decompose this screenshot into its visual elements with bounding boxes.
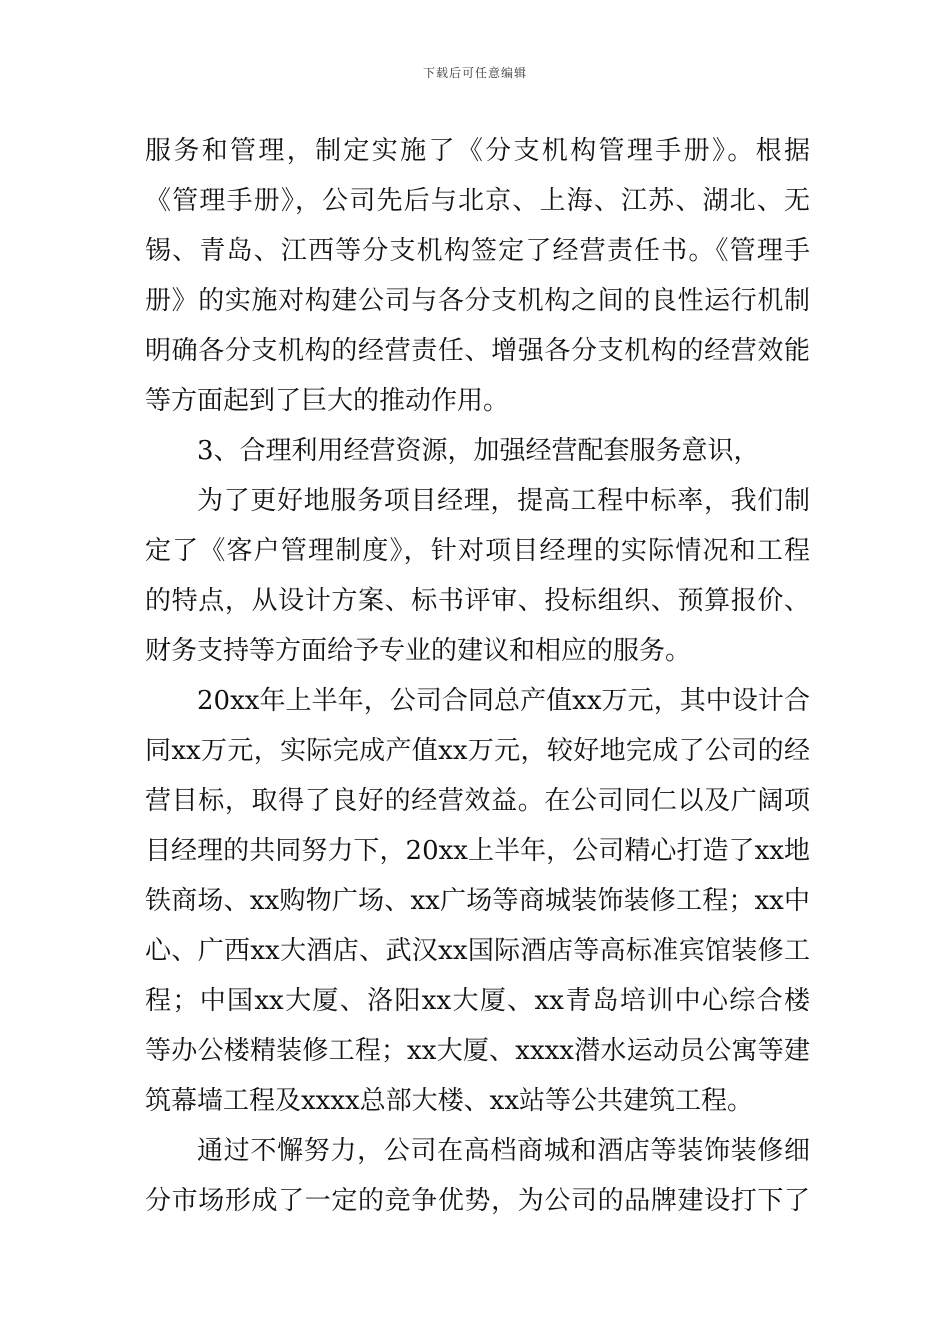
text-line: 分市场形成了一定的竞争优势，为公司的品牌建设打下了: [145, 1186, 810, 1216]
text-line: 营目标，取得了良好的经营效益。在公司同仁以及广阔项: [145, 786, 810, 816]
document-body: [145, 126, 810, 1226]
text-line: 目经理的共同努力下，20xx上半年，公司精心打造了xx地: [145, 836, 810, 866]
text-line: 服务和管理，制定实施了《分支机构管理手册》。根据: [145, 136, 810, 166]
paragraph-5: [145, 1126, 810, 1226]
paragraph-4: [145, 676, 810, 1126]
text-line: 通过不懈努力，公司在高档商城和酒店等装饰装修细: [197, 1136, 810, 1166]
text-line: 20xx年上半年，公司合同总产值xx万元，其中设计合: [197, 686, 810, 716]
text-line: 财务支持等方面给予专业的建议和相应的服务。: [145, 636, 692, 666]
text-line: 册》的实施对构建公司与各分支机构之间的良性运行机制: [145, 286, 810, 316]
paragraph-1: [145, 126, 810, 426]
text-line: 的特点，从设计方案、标书评审、投标组织、预算报价、: [145, 586, 810, 616]
text-line: 等办公楼精装修工程；xx大厦、xxxx潜水运动员公寓等建: [145, 1036, 810, 1066]
page-header: 下载后可任意编辑: [422, 66, 527, 80]
text-line: 筑幕墙工程及xxxx总部大楼、xx站等公共建筑工程。: [145, 1086, 753, 1116]
text-line: 定了《客户管理制度》，针对项目经理的实际情况和工程: [145, 536, 810, 566]
text-line: 等方面起到了巨大的推动作用。: [145, 386, 510, 416]
text-line: 程；中国xx大厦、洛阳xx大厦、xx青岛培训中心综合楼: [145, 986, 810, 1016]
text-line: 铁商场、xx购物广场、xx广场等商城装饰装修工程；xx中: [145, 886, 810, 916]
text-line: 《管理手册》，公司先后与北京、上海、江苏、湖北、无: [145, 186, 810, 216]
text-line: 锡、青岛、江西等分支机构签定了经营责任书。《管理手: [145, 236, 810, 266]
text-line: 同xx万元，实际完成产值xx万元，较好地完成了公司的经: [145, 736, 810, 766]
text-line: 明确各分支机构的经营责任、增强各分支机构的经营效能: [145, 336, 810, 366]
section-heading: 3、合理利用经营资源，加强经营配套服务意识，: [197, 436, 760, 466]
paragraph-2: [145, 426, 810, 476]
text-line: 心、广西xx大酒店、武汉xx国际酒店等高标准宾馆装修工: [145, 936, 810, 966]
text-line: 为了更好地服务项目经理，提高工程中标率，我们制: [197, 486, 810, 516]
paragraph-3: [145, 476, 810, 676]
